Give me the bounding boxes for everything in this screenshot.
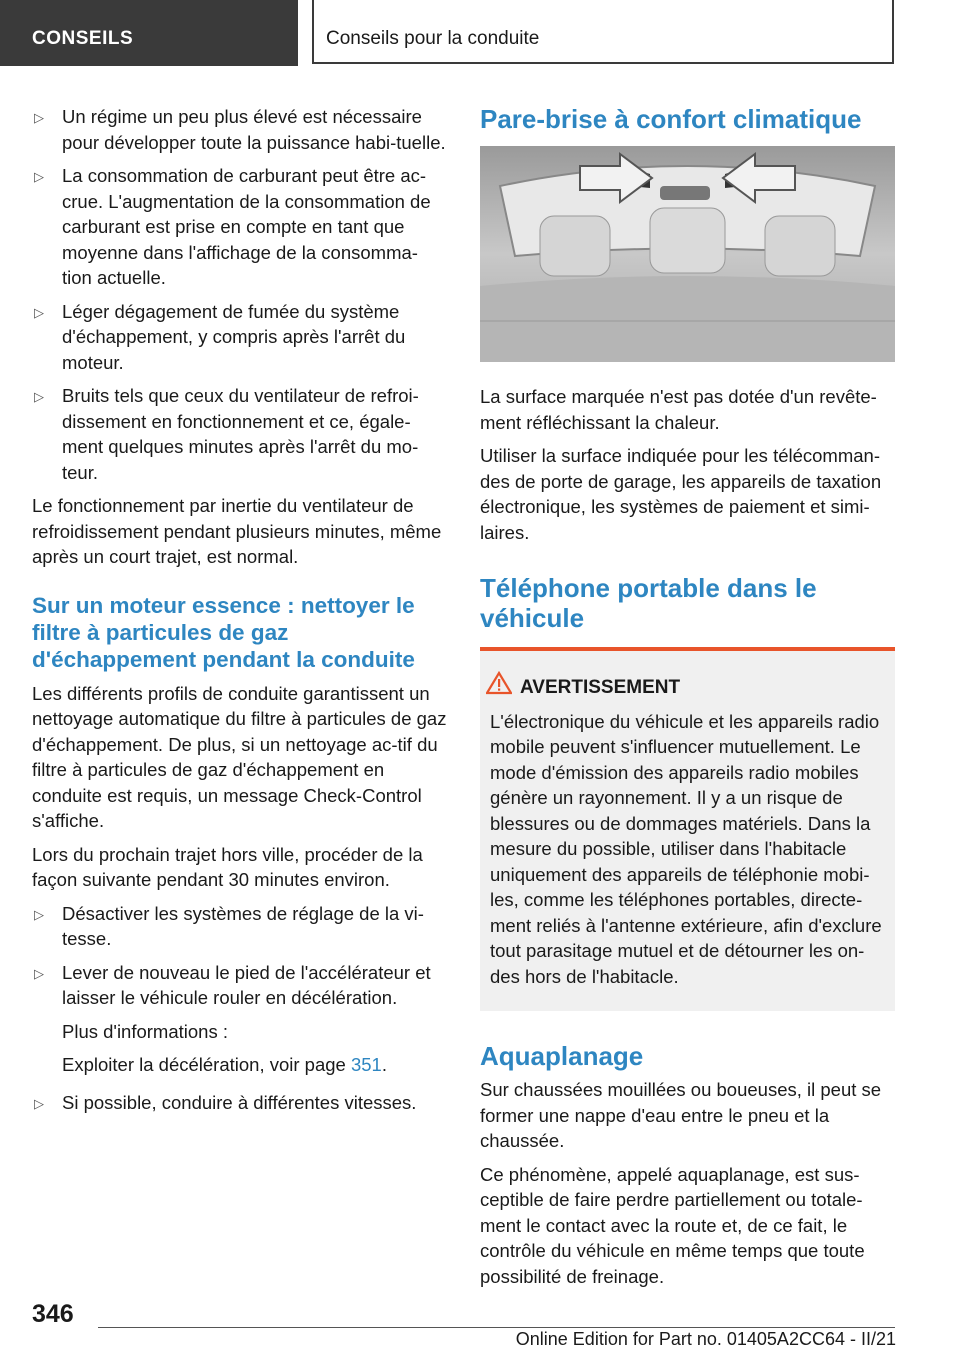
bullet-triangle-icon: ▷ xyxy=(34,304,44,320)
list-item: ▷ Désactiver les systèmes de réglage de la vi-tesse. xyxy=(34,902,424,949)
paragraph: La surface marquée n'est pas dotée d'un revête-ment réfléchissant la chaleur. xyxy=(480,386,877,433)
list-item: ▷ Bruits tels que ceux du ventilateur de refroi-dissement en fonctionnement et ce, égale-ment quelques minutes après l'arrêt du mo-teur. xyxy=(34,385,419,483)
footer-divider xyxy=(98,1327,895,1328)
list-item: ▷ Un régime un peu plus élevé est nécessaire pour développer toute la puissance habi-tuelle. xyxy=(34,106,446,153)
section-title: CONSEILS xyxy=(32,28,134,49)
list-item: ▷ Léger dégagement de fumée du système d'échappement, y compris après l'arrêt du moteur. xyxy=(34,300,406,373)
paragraph: Lors du prochain trajet hors ville, procéder de la façon suivante pendant 30 minutes environ. xyxy=(32,843,423,890)
bullet-triangle-icon: ▷ xyxy=(34,906,44,922)
warning-text: L'électronique du véhicule et les appareils radio mobile peuvent s'influencer mutuellement. Le mode d'émission des appareils radio mobiles génère un rayonnement. Il y a un risque de blessures ou de dommages matériels. Dans la mesure du possible, utiliser dans l'habitacle uniquement des appareils de téléphonie mobi-les, comme les téléphones portables, directe-ment reliés à l'antenne extérieure, afin d'exclure tout parasitage mutuel et de détourner les on-des hors de l'habitacle. xyxy=(490,710,882,987)
section-heading: Téléphone portable dans le véhicule xyxy=(480,573,817,633)
paragraph: Sur chaussées mouillées ou boueuses, il peut se former une nappe d'eau entre le pneu et la chaussée. xyxy=(480,1079,882,1151)
warning-box xyxy=(480,647,895,1011)
paragraph: Le fonctionnement par inertie du ventilateur de refroidissement pendant plusieurs minutes, même après un court trajet, est normal. xyxy=(32,495,442,567)
edition-info: Online Edition for Part no. 01405A2CC64 - II/21 xyxy=(515,1329,896,1349)
page-link[interactable]: 351 xyxy=(350,1054,382,1075)
bullet-triangle-icon: ▷ xyxy=(34,110,44,125)
warning-title: AVERTISSEMENT xyxy=(520,675,885,701)
left-column xyxy=(32,104,447,1123)
bullet-triangle-icon: ▷ xyxy=(34,389,44,404)
list-item: ▷ Si possible, conduire à différentes vitesses. xyxy=(32,1090,447,1116)
paragraph: Ce phénomène, appelé aquaplanage, est sus-ceptible de faire perdre partiellement ou totale-ment le contact avec la route et, de ce fait, le contrôle du véhicule en même temps que toute possibilité de freinage. xyxy=(480,1163,865,1287)
car-interior-illustration xyxy=(480,146,895,362)
bullet-triangle-icon: ▷ xyxy=(34,1095,44,1111)
paragraph: Les différents profils de conduite garantissent un nettoyage automatique du filtre à particules de gaz d'échappement. De plus, si un nettoyage ac-tif du filtre à particules de gaz d'échappement en conduite est requis, un message Check-Control s'affiche. xyxy=(32,682,447,831)
list-item: ▷ Lever de nouveau le pied de l'accélérateur et laisser le véhicule rouler en décélération. xyxy=(34,961,431,1008)
warning-triangle-icon xyxy=(486,671,512,703)
chapter-title: Conseils pour la conduite xyxy=(326,28,540,49)
more-info-label: Plus d'informations : xyxy=(62,1020,228,1042)
section-heading: Aquaplanage xyxy=(480,1041,644,1071)
bullet-triangle-icon: ▷ xyxy=(34,169,44,184)
page-number: 346 xyxy=(32,1300,74,1328)
section-heading: Pare-brise à confort climatique xyxy=(480,104,862,134)
paragraph: Utiliser la surface indiquée pour les télécomman-des de porte de garage, les appareils de taxation électronique, les systèmes de paiement et simi-laires. xyxy=(480,445,882,543)
list-item: ▷ La consommation de carburant peut être ac-crue. L'augmentation de la consommation de carburant est prise en compte en tant que moyenne dans l'affichage de la consomma-tion actuelle. xyxy=(34,165,431,288)
section-tab xyxy=(0,0,298,66)
bullet-triangle-icon: ▷ xyxy=(34,965,44,981)
page-reference: Exploiter la décélération, voir page 351. xyxy=(62,1054,387,1075)
chapter-header xyxy=(312,0,894,64)
windshield-photo xyxy=(480,146,895,362)
right-column xyxy=(480,104,895,1297)
section-heading: Sur un moteur essence : nettoyer le filtre à particules de gaz d'échappement pendant la conduite xyxy=(32,592,415,672)
